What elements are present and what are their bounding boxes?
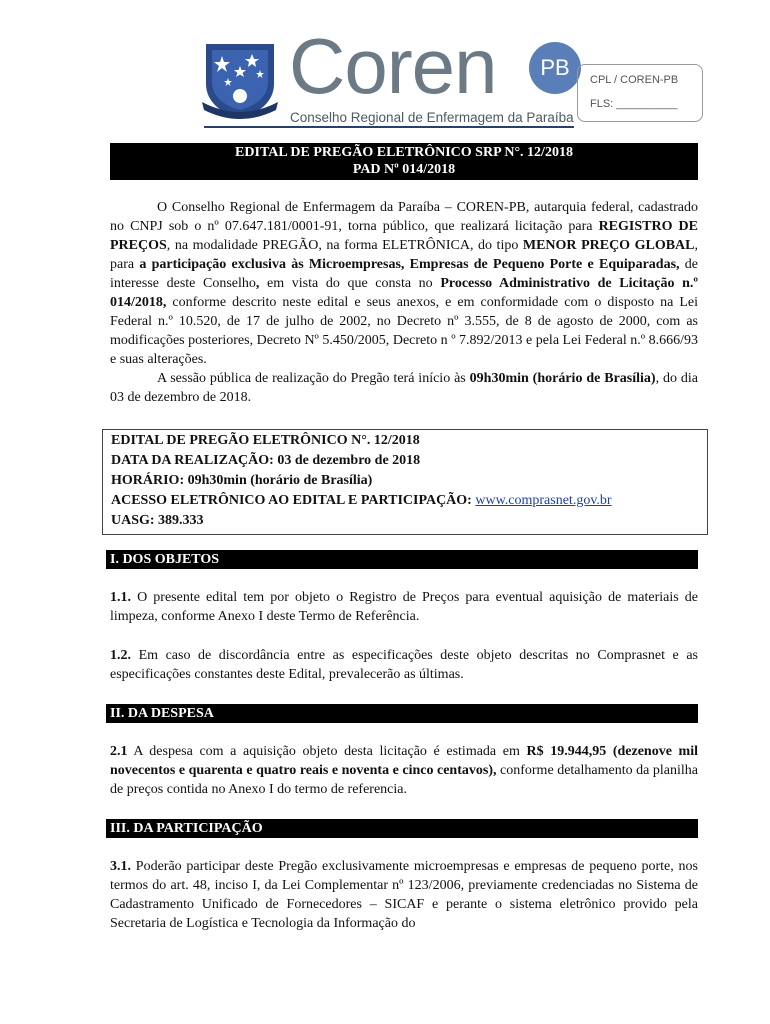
section-heading-participacao: III. DA PARTICIPAÇÃO bbox=[106, 819, 698, 838]
text-run: , na modalidade PREGÃO, na forma ELETRÔNICA, do tipo bbox=[166, 238, 523, 253]
text-run-bold: Processo Administrativo de Licitação n.º 014/2018, bbox=[110, 276, 698, 310]
clause-number: 1.1. bbox=[110, 590, 131, 605]
logo-subtitle: Conselho Regional de Enfermagem da Paraíba bbox=[290, 110, 574, 125]
section-heading-despesa: II. DA DESPESA bbox=[106, 704, 698, 723]
logo-state-badge: PB bbox=[529, 42, 581, 94]
text-run: A sessão pública de realização do Pregão terá início às bbox=[157, 371, 470, 386]
info-date: DATA DA REALIZAÇÃO: 03 de dezembro de 2018 bbox=[111, 453, 421, 468]
text-run-bold: 09h30min (horário de Brasília) bbox=[469, 371, 656, 386]
text-run: O Conselho Regional de Enfermagem da Paraíba – COREN-PB, autarquia federal, cadastrado no CNPJ sob o nº 07.647.181/0001-91, torna público, que realizará licitação para bbox=[110, 200, 698, 234]
clause-1-1 bbox=[110, 588, 698, 626]
text-run-bold: , bbox=[255, 276, 260, 291]
clause-3-1 bbox=[110, 857, 698, 933]
coren-emblem-icon bbox=[200, 40, 280, 120]
logo-divider bbox=[204, 126, 574, 128]
page-stamp-box bbox=[577, 64, 703, 122]
text-run: , para bbox=[110, 238, 698, 272]
clause-2-1 bbox=[110, 742, 698, 799]
text-run-bold: REGISTRO DE PREÇOS bbox=[110, 219, 698, 253]
info-edital: EDITAL DE PREGÃO ELETRÔNICO N°. 12/2018 bbox=[111, 433, 420, 448]
intro-paragraph-2 bbox=[110, 369, 698, 407]
logo-wordmark: Coren bbox=[289, 22, 497, 110]
stamp-folio: FLS: __________ bbox=[590, 98, 678, 110]
info-access-label: ACESSO ELETRÔNICO AO EDITAL E PARTICIPAÇÃO: bbox=[111, 493, 476, 508]
title-line-1: EDITAL DE PREGÃO ELETRÔNICO SRP N°. 12/2018 bbox=[235, 145, 573, 160]
intro-text bbox=[110, 198, 698, 407]
clause-text: conforme detalhamento da planilha de preços contida no Anexo I do termo de referencia. bbox=[110, 763, 698, 797]
info-time: HORÁRIO: 09h30min (horário de Brasília) bbox=[111, 473, 373, 488]
text-run: , do dia 03 de dezembro de 2018. bbox=[110, 371, 698, 405]
text-run: em vista do que consta no bbox=[259, 276, 441, 291]
intro-paragraph-1 bbox=[110, 198, 698, 369]
info-uasg: UASG: 389.333 bbox=[111, 513, 204, 528]
clause-number: 2.1 bbox=[110, 744, 128, 759]
clause-1-2 bbox=[110, 646, 698, 684]
clause-amount: R$ 19.944,95 (dezenove mil novecentos e quarenta e quatro reais e noventa e cinco centavos), bbox=[110, 744, 698, 778]
title-line-2: PAD Nº 014/2018 bbox=[352, 162, 456, 177]
clause-text: A despesa com a aquisição objeto desta licitação é estimada em bbox=[127, 744, 527, 759]
clause-text: Em caso de discordância entre as especificações deste objeto descritas no Comprasnet e as especificações constantes deste Edital, prevalecerão as últimas. bbox=[110, 648, 698, 682]
auction-info-box bbox=[102, 429, 708, 535]
text-run: de interesse deste Conselho bbox=[110, 257, 698, 291]
text-run-bold: a participação exclusiva às Microempresas, Empresas de Pequeno Porte e Equiparadas, bbox=[139, 257, 680, 272]
clause-text: O presente edital tem por objeto o Registro de Preços para eventual aquisição de materiais de limpeza, conforme Anexo I deste Termo de Referência. bbox=[110, 590, 698, 624]
text-run: conforme descrito neste edital e seus anexos, e em conformidade com o disposto na Lei Federal n.º 10.520, de 17 de julho de 2002, no Decreto nº 3.555, de 8 de agosto de 2000, com as modificações posteriores, Decreto Nº 5.450/2005, Decreto n º 7.892/2013 e pela Lei Federal n.º 8.666/93 e suas alterações. bbox=[110, 295, 698, 367]
clause-number: 1.2. bbox=[110, 648, 131, 663]
stamp-label: CPL / COREN-PB bbox=[590, 74, 679, 86]
clause-text: Poderão participar deste Pregão exclusivamente microempresas e empresas de pequeno porte, nos termos do art. 48, inciso I, da Lei Complementar nº 123/2006, previamente credenciadas no Sistema de Cadastramento Unificado de Fornecedores – SICAF e perante o sistema eletrônico provido pela Secretaria de Logística e Tecnologia da Informação do bbox=[110, 859, 698, 931]
info-access bbox=[111, 493, 612, 509]
document-title bbox=[110, 143, 698, 180]
text-run-bold: MENOR PREÇO GLOBAL bbox=[522, 238, 695, 253]
section-heading-objetos: I. DOS OBJETOS bbox=[106, 550, 698, 569]
clause-number: 3.1. bbox=[110, 859, 131, 874]
comprasnet-link[interactable]: www.comprasnet.gov.br bbox=[475, 493, 612, 508]
